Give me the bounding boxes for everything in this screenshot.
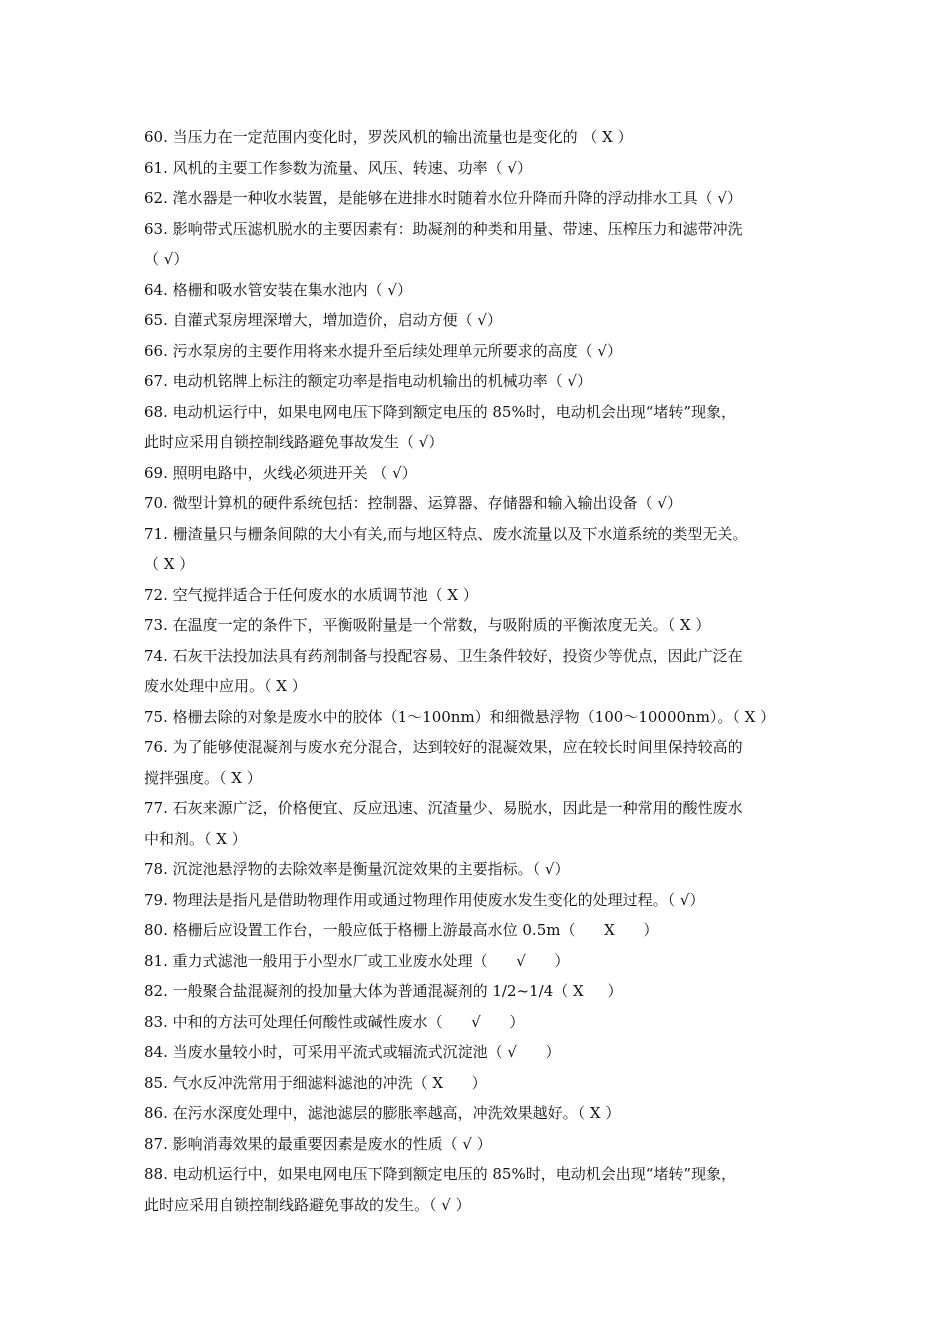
text-line: 66. 污水泵房的主要作用将来水提升至后续处理单元所要求的高度（ √） bbox=[144, 341, 622, 360]
text-line: 62. 滗水器是一种收水装置，是能够在进排水时随着水位升降而升降的浮动排水工具（ √） bbox=[144, 189, 742, 207]
text-line: 81. 重力式滤池一般用于小型水厂或工业废水处理（ √ ） bbox=[144, 951, 570, 970]
text-line: 76. 为了能够使混凝剂与废水充分混合，达到较好的混凝效果，应在较长时间里保持较高的 bbox=[144, 738, 743, 756]
text-line: 65. 自灌式泵房埋深增大，增加造价，启动方便（ √） bbox=[144, 311, 502, 329]
text-line: 60. 当压力在一定范围内变化时，罗茨风机的输出流量也是变化的 （ X ） bbox=[144, 128, 633, 146]
text-line: 废水处理中应用。（ X ） bbox=[144, 677, 307, 695]
text-line: 中和剂。（ X ） bbox=[144, 829, 247, 848]
text-line: 70. 微型计算机的硬件系统包括：控制器、运算器、存储器和输入输出设备（ √） bbox=[144, 494, 682, 512]
text-line: 64. 格栅和吸水管安装在集水池内（ √） bbox=[144, 280, 412, 299]
text-line: 72. 空气搅拌适合于任何废水的水质调节池（ X ） bbox=[144, 585, 478, 604]
text-line: 77. 石灰来源广泛，价格便宜、反应迅速、沉渣量少、易脱水，因此是一种常用的酸性废水 bbox=[144, 799, 743, 817]
text-line: 87. 影响消毒效果的最重要因素是废水的性质（ √ ） bbox=[144, 1134, 492, 1153]
text-line: 75. 格栅去除的对象是废水中的胶体（1～100nm）和细微悬浮物（100～10000nm）。（ X ） bbox=[144, 707, 776, 726]
text-line: 68. 电动机运行中，如果电网电压下降到额定电压的 85%时，电动机会出现“堵转”现象， bbox=[144, 402, 737, 421]
text-line: 80. 格栅后应设置工作台，一般应低于格栅上游最高水位 0.5m（ X ） bbox=[144, 921, 659, 939]
text-line: 84. 当废水量较小时，可采用平流式或辐流式沉淀池（ √ ） bbox=[144, 1043, 561, 1061]
text-line: 88. 电动机运行中，如果电网电压下降到额定电压的 85%时，电动机会出现“堵转”现象， bbox=[144, 1165, 737, 1183]
text-line: 71. 栅渣量只与栅条间隙的大小有关,而与地区特点、废水流量以及下水道系统的类型无关。 bbox=[144, 524, 748, 543]
text-line: 61. 风机的主要工作参数为流量、风压、转速、功率（ √） bbox=[144, 158, 532, 177]
text-line: 74. 石灰干法投加法具有药剂制备与投配容易、卫生条件较好，投资少等优点，因此广泛在 bbox=[144, 646, 743, 665]
text-line: （ √） bbox=[144, 250, 189, 268]
document-page bbox=[144, 122, 812, 1220]
text-line: 83. 中和的方法可处理任何酸性或碱性废水（ √ ） bbox=[144, 1012, 525, 1031]
text-line: （ X ） bbox=[144, 555, 195, 573]
text-line: 78. 沉淀池悬浮物的去除效率是衡量沉淀效果的主要指标。（ √） bbox=[144, 860, 570, 878]
text-line: 67. 电动机铭牌上标注的额定功率是指电动机输出的机械功率（ √） bbox=[144, 372, 592, 390]
text-line: 63. 影响带式压滤机脱水的主要因素有：助凝剂的种类和用量、带速、压榨压力和滤带冲洗 bbox=[144, 219, 743, 238]
text-line: 82. 一般聚合盐混凝剂的投加量大体为普通混凝剂的 1/2~1/4（ X ） bbox=[144, 982, 623, 1000]
text-line: 此时应采用自锁控制线路避免事故的发生。（ √ ） bbox=[144, 1195, 471, 1214]
text-line: 69. 照明电路中，火线必须进开关 （ √） bbox=[144, 463, 417, 482]
text-line: 79. 物理法是指凡是借助物理作用或通过物理作用使废水发生变化的处理过程。（ √） bbox=[144, 890, 705, 909]
text-line: 85. 气水反冲洗常用于细滤料滤池的冲洗（ X ） bbox=[144, 1073, 487, 1092]
text-line: 搅拌强度。（ X ） bbox=[144, 768, 262, 787]
text-line: 86. 在污水深度处理中，滤池滤层的膨胀率越高，冲洗效果越好。（ X ） bbox=[144, 1104, 621, 1122]
text-line: 73. 在温度一定的条件下，平衡吸附量是一个常数，与吸附质的平衡浓度无关。（ X ） bbox=[144, 616, 711, 634]
text-line: 此时应采用自锁控制线路避免事故发生（ √） bbox=[144, 433, 444, 451]
